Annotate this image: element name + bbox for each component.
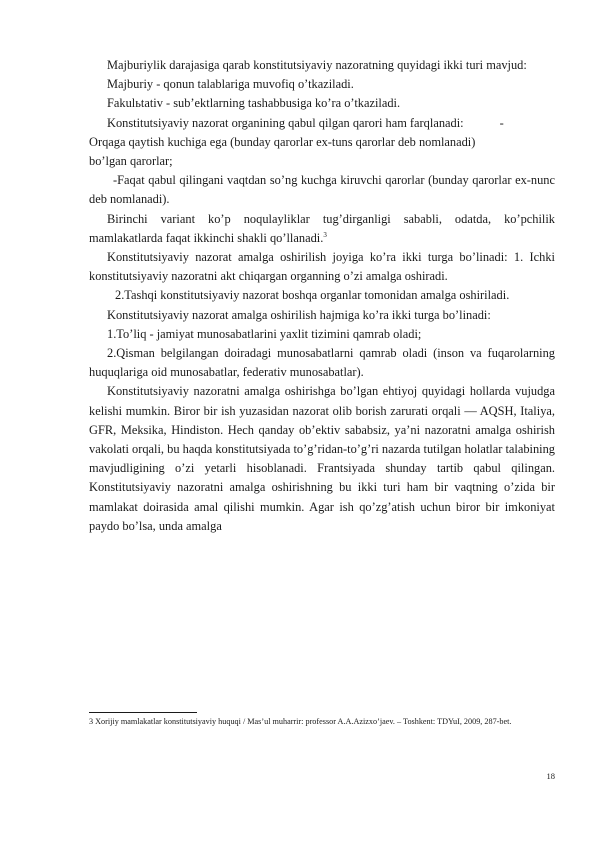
page-number: 18 [546,771,555,781]
footnote: 3 Xorijiy mamlakatlar konstitutsiyaviy huquqi / Mas’ul muharrir: professor A.A.Azizxo’jaev. – Toshkent: TDYuI, 2009, 287-bet. [89,717,512,726]
footnote-divider [89,712,197,713]
paragraph-qisman: 2.Qisman belgilangan doiradagi munosabatlarni qamrab oladi (inson va fuqarolarning huquqlariga oid munosabatlar, federativ munosabatlar). [89,346,555,380]
paragraph-tashqi: 2.Tashqi konstitutsiyaviy nazorat boshqa organlar tomonidan amalga oshiriladi. [115,288,510,303]
paragraph-birinchi [89,210,555,248]
paragraph-qarorlar: bo’lgan qarorlar; [89,154,173,169]
paragraph-orqaga: Orqaga qaytish kuchiga ega (bunday qarorlar ex-tuns qarorlar deb nomlanadi) [89,134,476,149]
body-text [89,56,555,536]
birinchi-text: Birinchi variant ko’p noqulayliklar tug’dirganligi sababli, odatda, ko’pchilik mamlakatlarda faqat ikkinchi shakli qo’llanadi. [89,211,555,245]
paragraph-qaror [89,114,555,133]
qaror-text: Konstitutsiyaviy nazorat organining qabul qilgan qarori ham farqlanadi: [107,115,464,130]
paragraph-hajmiga: Konstitutsiyaviy nazorat amalga oshirilish hajmiga ko’ra ikki turga bo’linadi: [107,307,491,322]
paragraph-fakultativ: Fakulьtativ - sub’ektlarning tashabbusiga ko’ra o’tkaziladi. [107,96,401,111]
footnote-ref[interactable]: 3 [323,230,327,239]
paragraph-majburiy: Majburiy - qonun talablariga muvofiq o’tkaziladi. [107,77,354,92]
paragraph-toliq: 1.To’liq - jamiyat munosabatlarini yaxlit tizimini qamrab oladi; [107,326,422,341]
paragraph-faqat: -Faqat qabul qilingani vaqtdan so’ng kuchga kiruvchi qarorlar (bunday qarorlar ex-nunc deb nomlanadi). [89,173,555,207]
list-dash: - [499,115,504,130]
paragraph-intro: Majburiylik darajasiga qarab konstitutsiyaviy nazoratning quyidagi ikki turi mavjud: [107,58,527,72]
paragraph-joyiga: Konstitutsiyaviy nazorat amalga oshirilish joyiga ko’ra ikki turga bo’linadi: 1. Ichki konstitutsiyaviy nazoratni akt chiqargan organning o’zi amalga oshiradi. [89,250,555,284]
paragraph-ehtiyoj: Konstitutsiyaviy nazoratni amalga oshirishga bo’lgan ehtiyoj quyidagi hollarda vujudga kelishi mumkin. Biror bir ish yuzasidan nazorat olib borish zarurati orqali — AQSH, Italiya, GFR, Meksika, Hindiston. Hech qanday ob’ektiv sababsiz, ya’ni nazoratni amalga oshirish vakolati orqali, bu haqda konstitutsiyada to’g’ridan-to’g’ri nazarda tutilgan holatlar talabining mavjudligining o’zi yetarli hisoblanadi. Frantsiyada shunday tartib qabul qilingan. Konstitutsiyaviy nazoratni amalga oshirishning bu ikki turi ham bir vaqtning o’zida bir mamlakat doirasida amal qilishi mumkin. Agar ish qo’zg’atish uchun biror bir imkoniyat paydo bo’lsa, unda amalga [89,384,555,533]
